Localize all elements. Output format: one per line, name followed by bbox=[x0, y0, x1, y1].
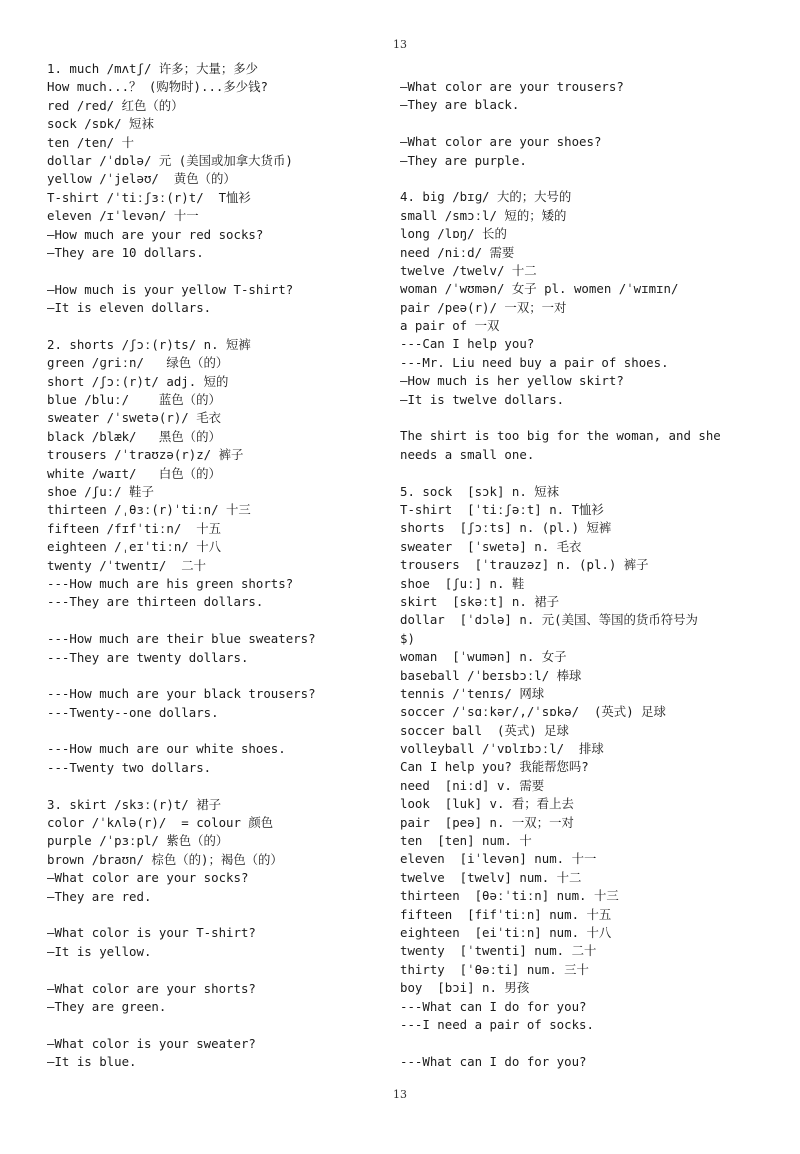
text-line: pair /peə(r)/ 一双；一对 bbox=[400, 299, 567, 315]
text-line: twenty /ˈtwentɪ/ 二十 bbox=[47, 557, 207, 573]
blank-line bbox=[47, 612, 387, 630]
text-line: sweater [ˈswetə] n. 毛衣 bbox=[400, 538, 582, 554]
text-line: —What color are your shoes? bbox=[400, 134, 602, 150]
blank-line bbox=[47, 906, 387, 924]
text-line: shoe [ʃuː] n. 鞋 bbox=[400, 575, 525, 591]
text-line: green /ɡriːn/ 绿色（的） bbox=[47, 355, 229, 371]
text-line: sock /sɒk/ 短袜 bbox=[47, 116, 154, 132]
blank-line bbox=[400, 1034, 770, 1052]
right-column bbox=[400, 78, 770, 1071]
text-line: white /waɪt/ 白色（的） bbox=[47, 465, 221, 481]
text-line: need [niːd] v. 需要 bbox=[400, 777, 545, 793]
text-line: Can I help you? 我能帮您吗? bbox=[400, 759, 589, 775]
text-line: ---Mr. Liu need buy a pair of shoes. bbox=[400, 354, 669, 370]
text-line: —How much are your red socks? bbox=[47, 226, 264, 242]
text-line: 1. much /mʌtʃ/ 许多；大量；多少 bbox=[47, 61, 259, 76]
text-line: baseball /ˈbeɪsbɔːl/ 棒球 bbox=[400, 667, 582, 683]
text-line: pair [peə] n. 一双；一对 bbox=[400, 814, 574, 830]
text-line: shoe /ʃuː/ 鞋子 bbox=[47, 483, 154, 499]
text-line: thirteen /ˌθɜː(r)ˈtiːn/ 十三 bbox=[47, 502, 251, 518]
text-line: ---What can I do for you? bbox=[400, 1053, 587, 1069]
blank-line bbox=[47, 317, 387, 335]
text-line: dollar [ˈdɔlə] n. 元(美国、等国的货币符号为 bbox=[400, 612, 698, 628]
text-line: small /smɔːl/ 短的；矮的 bbox=[400, 207, 567, 223]
blank-line bbox=[47, 961, 387, 979]
text-line: ---I need a pair of socks. bbox=[400, 1016, 594, 1032]
text-line: long /lɒŋ/ 长的 bbox=[400, 226, 507, 242]
text-line: red /red/ 红色（的） bbox=[47, 97, 184, 113]
text-line: yellow /ˈjeləʊ/ 黄色（的） bbox=[47, 171, 236, 187]
text-line: skirt [skəːt] n. 裙子 bbox=[400, 593, 560, 609]
text-line: eleven /ɪˈlevən/ 十一 bbox=[47, 208, 199, 224]
text-line: soccer /ˈsɑːkər/,/ˈsɒkə/ (英式) 足球 bbox=[400, 704, 666, 720]
text-line: 5. sock [sɔk] n. 短袜 bbox=[400, 483, 560, 499]
text-line: ---They are thirteen dollars. bbox=[47, 594, 264, 610]
blank-line bbox=[400, 409, 770, 427]
text-line: —They are purple. bbox=[400, 152, 527, 168]
text-line: —It is twelve dollars. bbox=[400, 391, 565, 407]
text-line: How much...？ (购物时)...多少钱? bbox=[47, 79, 269, 95]
text-line: ---What can I do for you? bbox=[400, 998, 587, 1014]
text-line: eleven [iˈlevən] num. 十一 bbox=[400, 851, 597, 867]
text-line: —How much is her yellow skirt? bbox=[400, 373, 624, 389]
text-line: trousers /ˈtraʊzə(r)z/ 裤子 bbox=[47, 447, 244, 463]
text-line: twelve [twelv] num. 十二 bbox=[400, 869, 582, 885]
text-line: The shirt is too big for the woman, and she bbox=[400, 428, 721, 444]
text-line: —They are green. bbox=[47, 998, 167, 1014]
text-line: a pair of 一双 bbox=[400, 318, 500, 334]
text-line: ---How much are his green shorts? bbox=[47, 575, 294, 591]
text-line: 2. shorts /ʃɔː(r)ts/ n. 短裤 bbox=[47, 336, 251, 352]
text-line: —What color is your sweater? bbox=[47, 1035, 256, 1051]
blank-line bbox=[47, 722, 387, 740]
text-line: —What color are your trousers? bbox=[400, 79, 624, 94]
text-line: purple /ˈpɜːpl/ 紫色（的） bbox=[47, 833, 229, 849]
blank-line bbox=[47, 262, 387, 280]
text-line: ---Twenty two dollars. bbox=[47, 759, 212, 775]
text-line: twenty [ˈtwenti] num. 二十 bbox=[400, 943, 597, 959]
text-line: 3. skirt /skɜː(r)t/ 裙子 bbox=[47, 796, 221, 812]
text-line: brown /braʊn/ 棕色（的)；褐色（的） bbox=[47, 851, 283, 867]
text-line: T-shirt /ˈtiːʃɜː(r)t/ T恤衫 bbox=[47, 189, 251, 205]
text-line: dollar /ˈdɒlə/ 元 (美国或加拿大货币) bbox=[47, 152, 293, 168]
text-line: ---Twenty--one dollars. bbox=[47, 704, 219, 720]
text-line: tennis /ˈtenɪs/ 网球 bbox=[400, 685, 545, 701]
text-line: —It is eleven dollars. bbox=[47, 300, 212, 316]
text-line: woman [ˈwumən] n. 女子 bbox=[400, 649, 567, 665]
text-line: boy [bɔi] n. 男孩 bbox=[400, 980, 530, 996]
text-line: blue /bluː/ 蓝色（的） bbox=[47, 392, 221, 408]
text-line: ten /ten/ 十 bbox=[47, 134, 134, 150]
text-line: need /niːd/ 需要 bbox=[400, 244, 515, 260]
text-line: —What color is your T-shirt? bbox=[47, 925, 256, 941]
text-line: twelve /twelv/ 十二 bbox=[400, 262, 537, 278]
text-line: trousers [ˈtrauzəz] n. (pl.) 裤子 bbox=[400, 557, 649, 573]
text-line: sweater /ˈswetə(r)/ 毛衣 bbox=[47, 410, 221, 426]
text-line: eighteen [eiˈtiːn] num. 十八 bbox=[400, 924, 612, 940]
text-line: ---Can I help you? bbox=[400, 336, 535, 352]
text-line: —They are 10 dollars. bbox=[47, 244, 204, 260]
text-line: woman /ˈwʊmən/ 女子 pl. women /ˈwɪmɪn/ bbox=[400, 281, 679, 297]
text-line: soccer ball (英式) 足球 bbox=[400, 722, 569, 738]
blank-line bbox=[400, 115, 770, 133]
blank-line bbox=[47, 777, 387, 795]
text-line: eighteen /ˌeɪˈtiːn/ 十八 bbox=[47, 539, 221, 555]
text-line: volleyball /ˈvɒlɪbɔːl/ 排球 bbox=[400, 741, 604, 757]
blank-line bbox=[47, 667, 387, 685]
text-line: ten [ten] num. 十 bbox=[400, 833, 532, 849]
text-line: —They are red. bbox=[47, 888, 152, 904]
text-line: ---How much are their blue sweaters? bbox=[47, 631, 316, 647]
text-line: —How much is your yellow T-shirt? bbox=[47, 281, 294, 297]
text-line: $) bbox=[400, 630, 415, 646]
text-line: shorts [ʃɔːts] n. (pl.) 短裤 bbox=[400, 520, 612, 536]
text-line: needs a small one. bbox=[400, 446, 535, 462]
text-line: color /ˈkʌlə(r)/ = colour 颜色 bbox=[47, 815, 274, 831]
blank-line bbox=[400, 464, 770, 482]
text-line: —It is yellow. bbox=[47, 943, 152, 959]
text-line: black /blæk/ 黑色（的） bbox=[47, 428, 221, 444]
page-number-bottom: 13 bbox=[393, 1088, 407, 1101]
text-line: look [luk] v. 看；看上去 bbox=[400, 796, 574, 812]
text-line: T-shirt [ˈtiːʃəːt] n. T恤衫 bbox=[400, 501, 604, 517]
blank-line bbox=[400, 170, 770, 188]
text-line: fifteen [fifˈtiːn] num. 十五 bbox=[400, 906, 612, 922]
text-line: —It is blue. bbox=[47, 1054, 137, 1070]
text-line: fifteen /fɪfˈtiːn/ 十五 bbox=[47, 520, 221, 536]
text-line: ---They are twenty dollars. bbox=[47, 649, 249, 665]
text-line: 4. big /bɪɡ/ 大的；大号的 bbox=[400, 189, 572, 205]
text-line: —They are black. bbox=[400, 97, 520, 113]
text-line: thirty [ˈθəːti] num. 三十 bbox=[400, 961, 589, 977]
text-line: thirteen [θəːˈtiːn] num. 十三 bbox=[400, 888, 619, 904]
text-line: —What color are your shorts? bbox=[47, 980, 256, 996]
left-column bbox=[47, 60, 387, 1071]
text-line: —What color are your socks? bbox=[47, 870, 249, 886]
text-line: ---How much are your black trousers? bbox=[47, 686, 316, 702]
text-line: short /ʃɔː(r)t/ adj. 短的 bbox=[47, 373, 229, 389]
page-number-top: 13 bbox=[393, 38, 407, 51]
text-line: ---How much are our white shoes. bbox=[47, 741, 286, 757]
blank-line bbox=[47, 1016, 387, 1034]
